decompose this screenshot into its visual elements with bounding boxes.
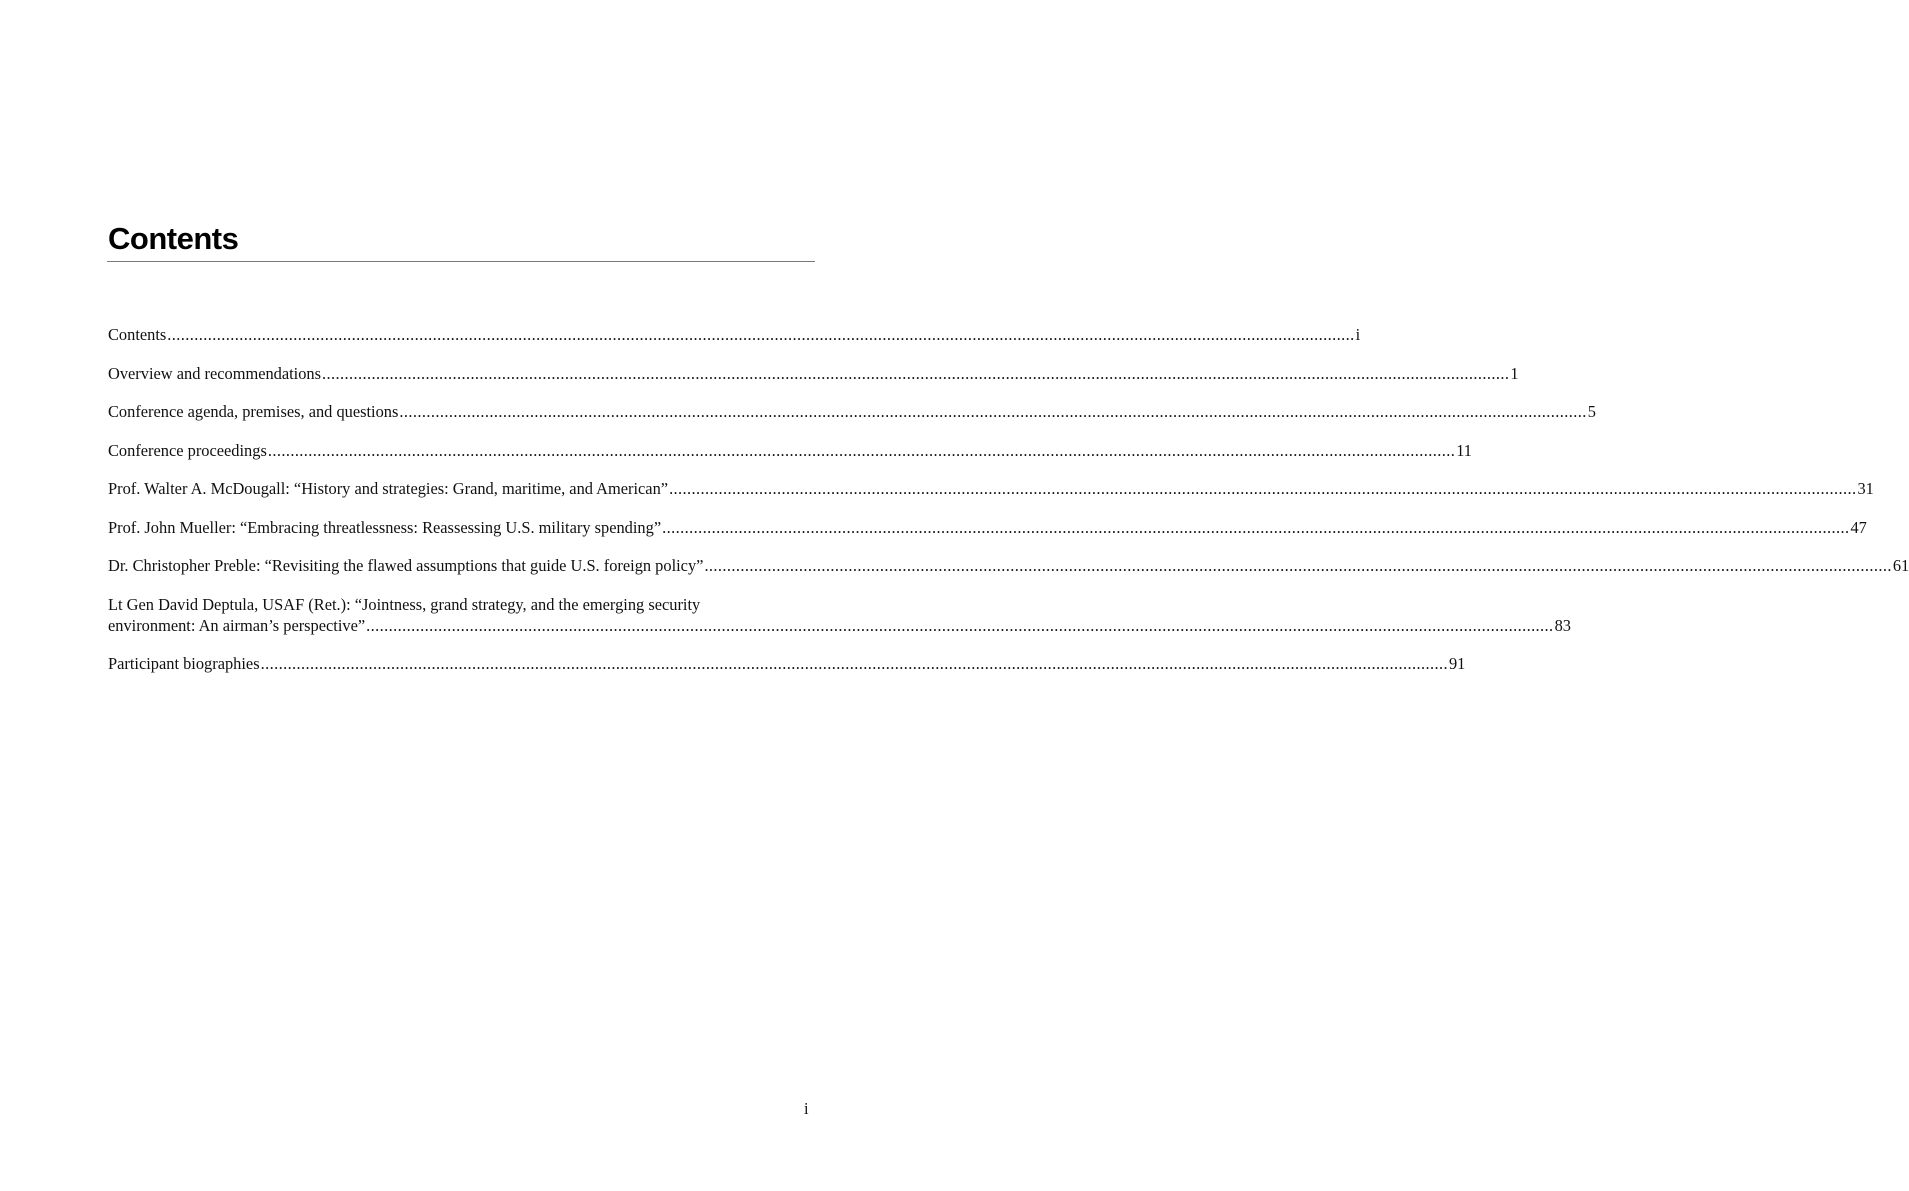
page-number: i: [804, 1099, 809, 1118]
table-of-contents: [108, 324, 1909, 692]
toc-entry-title: Prof. Walter A. McDougall: “History and strategies: Grand, maritime, and American”: [108, 479, 669, 498]
toc-entry-page: i: [1355, 325, 1361, 344]
dot-leader: [261, 653, 1448, 674]
toc-entry-title-line2: environment: An airman’s perspective”: [108, 615, 366, 635]
toc-entry-page: 1: [1510, 363, 1519, 383]
dot-leader: [704, 555, 1891, 576]
dot-leader: [268, 440, 1455, 461]
toc-entry-title: Conference proceedings: [108, 440, 267, 460]
toc-entry-title-line1: Lt Gen David Deptula, USAF (Ret.): “Jointness, grand strategy, and the emerging security: [108, 594, 701, 614]
toc-entry-mueller[interactable]: [108, 517, 1867, 538]
dot-leader: [399, 401, 1586, 422]
toc-entry-mcdougall[interactable]: [108, 478, 1874, 499]
toc-entry-page: 47: [1850, 517, 1867, 537]
dot-leader: [322, 363, 1509, 384]
toc-entry-page: 5: [1587, 402, 1596, 421]
toc-entry-biographies[interactable]: [108, 653, 1466, 674]
toc-entry-page: 31: [1857, 479, 1874, 498]
toc-entry-title: Contents: [108, 325, 167, 344]
toc-entry-title: Participant biographies: [108, 654, 260, 673]
toc-entry-overview[interactable]: [108, 363, 1519, 384]
toc-entry-page: 91: [1448, 654, 1466, 673]
dot-leader: [669, 478, 1856, 499]
toc-entry-title: Overview and recommendations: [108, 363, 322, 383]
toc-entry-title: Prof. John Mueller: “Embracing threatlessness: Reassessing U.S. military spending”: [108, 517, 662, 537]
toc-entry-proceedings[interactable]: [108, 440, 1473, 461]
toc-entry-preble[interactable]: [108, 555, 1909, 576]
toc-entry-page: 61: [1892, 556, 1909, 575]
toc-entry-page: 11: [1456, 440, 1473, 460]
toc-entry-page: 83: [1554, 615, 1571, 635]
toc-entry-deptula[interactable]: [108, 594, 1571, 636]
dot-leader: [662, 517, 1849, 538]
page-title: Contents: [108, 221, 239, 256]
dot-leader: [366, 615, 1553, 636]
toc-entry-title: Conference agenda, premises, and questions: [108, 402, 399, 421]
toc-entry-contents[interactable]: [108, 324, 1361, 345]
toc-entry-title: Dr. Christopher Preble: “Revisiting the flawed assumptions that guide U.S. foreign policy”: [108, 556, 704, 575]
toc-entry-agenda[interactable]: [108, 401, 1596, 422]
dot-leader: [167, 324, 1354, 345]
title-divider: [107, 261, 815, 262]
